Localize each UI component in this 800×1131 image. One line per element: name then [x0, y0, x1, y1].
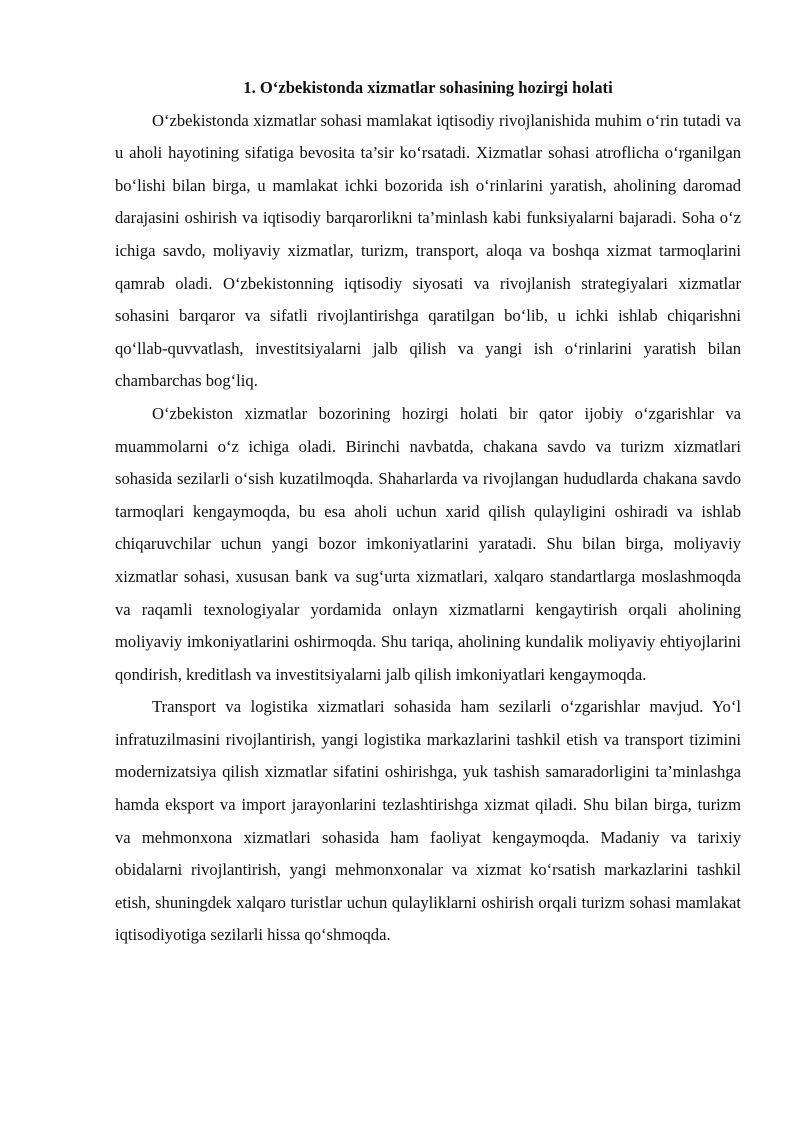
document-page [115, 72, 741, 952]
paragraph-market-state: O‘zbekiston xizmatlar bozorining hozirgi holati bir qator ijobiy o‘zgarishlar va muammolarni o‘z ichiga oladi. Birinchi navbatda, chakana savdo va turizm xizmatlari sohasida sezilarli o‘sish kuzatilmoqda. Shaharlarda va rivojlangan hududlarda chakana savdo tarmoqlari kengaymoqda, bu esa aholi uchun xarid qilish qulayligini oshiradi va ishlab chiqaruvchilar uchun yangi bozor imkoniyatlarini yaratadi. Shu bilan birga, moliyaviy xizmatlar sohasi, xususan bank va sug‘urta xizmatlari, xalqaro standartlarga moslashmoqda va raqamli texnologiyalar yordamida onlayn xizmatlarni kengaytirish orqali aholining moliyaviy imkoniyatlarini oshirmoqda. Shu tariqa, aholining kundalik moliyaviy ehtiyojlarini qondirish, kreditlash va investitsiyalarni jalb qilish imkoniyatlari kengaymoqda. [115, 403, 741, 684]
section-heading: 1. O‘zbekistonda xizmatlar sohasining hozirgi holati [243, 78, 613, 97]
paragraph-intro: O‘zbekistonda xizmatlar sohasi mamlakat iqtisodiy rivojlanishida muhim o‘rin tutadi va u aholi hayotining sifatiga bevosita ta’sir ko‘rsatadi. Xizmatlar sohasi atroflicha o‘rganilgan bo‘lishi bilan birga, u mamlakat ichki bozorida ish o‘rinlarini yaratish, aholining daromad darajasini oshirish va iqtisodiy barqarorlikni ta’minlash kabi funksiyalarni bajaradi. Soha o‘z ichiga savdo, moliyaviy xizmatlar, turizm, transport, aloqa va boshqa xizmat tarmoqlarini qamrab oladi. O‘zbekistonning iqtisodiy siyosati va rivojlanish strategiyalari xizmatlar sohasini barqaror va sifatli rivojlantirishga qaratilgan bo‘lib, u ichki ishlab chiqarishni qo‘llab-quvvatlash, investitsiyalarni jalb qilish va yangi ish o‘rinlarini yaratish bilan chambarchas bog‘liq. [115, 110, 741, 391]
paragraph-transport-tourism: Transport va logistika xizmatlari sohasida ham sezilarli o‘zgarishlar mavjud. Yo‘l infratuzilmasini rivojlantirish, yangi logistika markazlarini tashkil etish va transport tizimini modernizatsiya qilish xizmatlar sifatini oshirishga, yuk tashish samaradorligini ta’minlashga hamda eksport va import jarayonlarini tezlashtirishga xizmat qiladi. Shu bilan birga, turizm va mehmonxona xizmatlari sohasida ham faoliyat kengaymoqda. Madaniy va tarixiy obidalarni rivojlantirish, yangi mehmonxonalar va xizmat ko‘rsatish markazlarini tashkil etish, shuningdek xalqaro turistlar uchun qulayliklarni oshirish orqali turizm sohasi mamlakat iqtisodiyotiga sezilarli hissa qo‘shmoqda. [115, 697, 741, 945]
